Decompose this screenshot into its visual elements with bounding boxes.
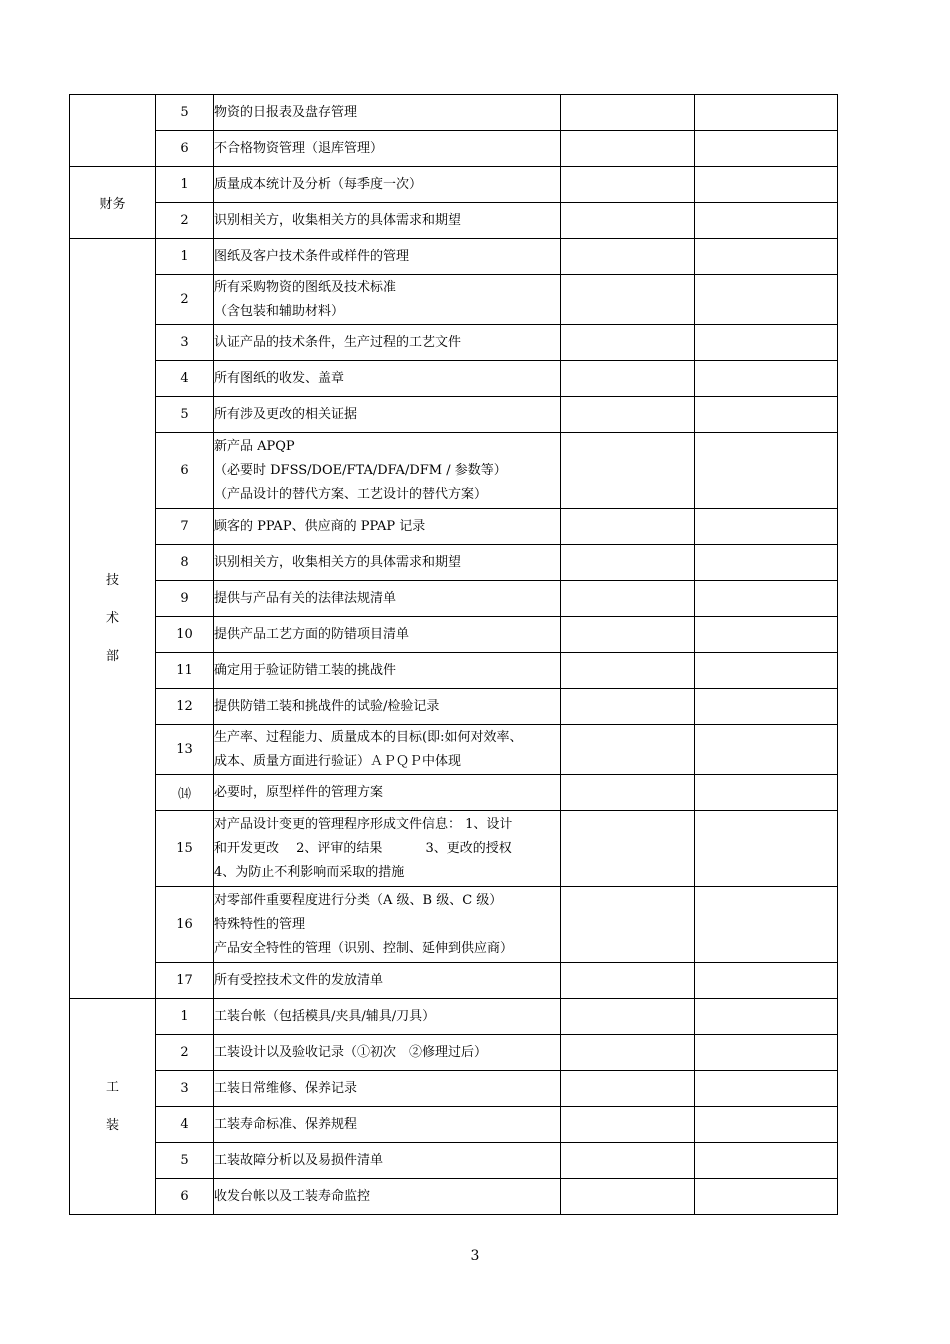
blank-cell-a (561, 361, 695, 397)
item-description (214, 325, 561, 361)
department-label: 部 (105, 648, 119, 664)
item-text-line: 收发台帐以及工装寿命监控 (214, 1188, 371, 1204)
table-row (70, 963, 838, 999)
blank-cell-b (695, 1035, 838, 1071)
item-text-line: 识别相关方，收集相关方的具体需求和期望 (214, 212, 462, 228)
blank-cell-b (695, 1143, 838, 1179)
blank-cell-b (695, 509, 838, 545)
item-text-line: 4、为防止不利影响而采取的措施 (214, 864, 405, 880)
item-text-line: 新产品 APQP (214, 438, 295, 454)
item-description (214, 999, 561, 1035)
table-row (70, 203, 838, 239)
item-number: 16 (156, 887, 214, 963)
item-description (214, 1071, 561, 1107)
blank-cell-b (695, 275, 838, 325)
department-label: 装 (105, 1117, 119, 1133)
item-number: 1 (156, 239, 214, 275)
item-number: ⒁ (156, 775, 214, 811)
table-row (70, 509, 838, 545)
table-row (70, 275, 838, 325)
blank-cell-a (561, 689, 695, 725)
item-description (214, 433, 561, 509)
blank-cell-b (695, 999, 838, 1035)
table-row (70, 887, 838, 963)
item-description (214, 1035, 561, 1071)
blank-cell-b (695, 689, 838, 725)
table-row (70, 617, 838, 653)
blank-cell-a (561, 1035, 695, 1071)
item-text-line: 所有涉及更改的相关证据 (214, 406, 358, 422)
item-number: 6 (156, 433, 214, 509)
item-text-line: 工装日常维修、保养记录 (214, 1080, 358, 1096)
item-description (214, 775, 561, 811)
item-number: 2 (156, 203, 214, 239)
blank-cell-b (695, 775, 838, 811)
table-row (70, 775, 838, 811)
blank-cell-a (561, 999, 695, 1035)
item-text-line: 特殊特性的管理 (214, 916, 306, 932)
table-row (70, 581, 838, 617)
table-row (70, 433, 838, 509)
item-number: 11 (156, 653, 214, 689)
blank-cell-b (695, 325, 838, 361)
blank-cell-a (561, 203, 695, 239)
item-text-line: 不合格物资管理（退库管理） (214, 140, 384, 156)
item-text-line: 提供产品工艺方面的防错项目清单 (214, 626, 410, 642)
item-number: 12 (156, 689, 214, 725)
item-number: 1 (156, 167, 214, 203)
checklist-table (69, 94, 838, 1215)
blank-cell-a (561, 1143, 695, 1179)
item-text-line: 认证产品的技术条件，生产过程的工艺文件 (214, 334, 462, 350)
blank-cell-b (695, 653, 838, 689)
item-description (214, 811, 561, 887)
blank-cell-b (695, 203, 838, 239)
item-number: 3 (156, 1071, 214, 1107)
blank-cell-a (561, 397, 695, 433)
item-description (214, 617, 561, 653)
item-text-line: 工装台帐（包括模具/夹具/辅具/刀具） (214, 1008, 436, 1024)
blank-cell-a (561, 617, 695, 653)
department-label: 财务 (99, 197, 126, 212)
blank-cell-a (561, 811, 695, 887)
item-text-line: 识别相关方，收集相关方的具体需求和期望 (214, 554, 462, 570)
blank-cell-b (695, 167, 838, 203)
item-text-line: 物资的日报表及盘存管理 (214, 104, 358, 120)
table-row (70, 1179, 838, 1215)
item-number: 6 (156, 131, 214, 167)
blank-cell-a (561, 131, 695, 167)
blank-cell-a (561, 275, 695, 325)
blank-cell-a (561, 95, 695, 131)
item-text-line: （产品设计的替代方案、工艺设计的替代方案） (214, 486, 488, 502)
table-row (70, 397, 838, 433)
item-description (214, 725, 561, 775)
table-row (70, 999, 838, 1035)
item-description (214, 361, 561, 397)
item-description (214, 203, 561, 239)
item-description (214, 887, 561, 963)
blank-cell-a (561, 887, 695, 963)
item-description (214, 509, 561, 545)
blank-cell-a (561, 1071, 695, 1107)
blank-cell-b (695, 581, 838, 617)
table-row (70, 545, 838, 581)
table-row (70, 725, 838, 775)
item-number: 2 (156, 275, 214, 325)
item-number: 1 (156, 999, 214, 1035)
blank-cell-a (561, 433, 695, 509)
item-description (214, 689, 561, 725)
table-body (70, 95, 838, 1215)
item-number: 9 (156, 581, 214, 617)
blank-cell-b (695, 887, 838, 963)
item-number: 17 (156, 963, 214, 999)
blank-cell-b (695, 1107, 838, 1143)
item-description (214, 963, 561, 999)
blank-cell-b (695, 811, 838, 887)
item-number: 4 (156, 1107, 214, 1143)
department-cell (70, 999, 156, 1215)
item-text-line: 确定用于验证防错工装的挑战件 (214, 662, 397, 678)
item-description (214, 581, 561, 617)
item-text-line: 必要时，原型样件的管理方案 (214, 784, 384, 800)
item-number: 5 (156, 95, 214, 131)
department-label: 工 (105, 1079, 119, 1095)
department-cell (70, 95, 156, 167)
item-description (214, 131, 561, 167)
table-row (70, 689, 838, 725)
blank-cell-a (561, 581, 695, 617)
item-number: 15 (156, 811, 214, 887)
blank-cell-b (695, 1071, 838, 1107)
item-description (214, 545, 561, 581)
blank-cell-a (561, 1107, 695, 1143)
table-row (70, 1071, 838, 1107)
item-text-line: （含包装和辅助材料） (214, 303, 345, 319)
item-number: 8 (156, 545, 214, 581)
item-text-line: 成本、质量方面进行验证）ＡＰＱＰ中体现 (214, 753, 462, 769)
blank-cell-a (561, 725, 695, 775)
table-row (70, 811, 838, 887)
table-row (70, 1143, 838, 1179)
item-text-line: 提供防错工装和挑战件的试验/检验记录 (214, 698, 440, 714)
blank-cell-b (695, 545, 838, 581)
blank-cell-a (561, 775, 695, 811)
item-description (214, 653, 561, 689)
blank-cell-a (561, 325, 695, 361)
blank-cell-b (695, 725, 838, 775)
blank-cell-b (695, 1179, 838, 1215)
item-text-line: 对零部件重要程度进行分类（A 级、B 级、C 级） (214, 892, 503, 908)
item-number: 2 (156, 1035, 214, 1071)
blank-cell-a (561, 653, 695, 689)
item-text-line: 工装寿命标准、保养规程 (214, 1116, 358, 1132)
blank-cell-b (695, 361, 838, 397)
department-label: 术 (105, 610, 119, 626)
item-text-line: 提供与产品有关的法律法规清单 (214, 590, 397, 606)
item-description (214, 1179, 561, 1215)
item-text-line: （必要时 DFSS/DOE/FTA/DFA/DFM / 参数等） (214, 462, 507, 478)
department-label: 技 (105, 572, 119, 588)
item-number: 13 (156, 725, 214, 775)
item-text-line: 图纸及客户技术条件或样件的管理 (214, 248, 410, 264)
blank-cell-a (561, 509, 695, 545)
item-description (214, 95, 561, 131)
department-cell (70, 167, 156, 239)
table-row (70, 167, 838, 203)
blank-cell-b (695, 131, 838, 167)
blank-cell-a (561, 1179, 695, 1215)
item-number: 4 (156, 361, 214, 397)
blank-cell-b (695, 95, 838, 131)
item-description (214, 239, 561, 275)
table-row (70, 131, 838, 167)
item-text-line: 产品安全特性的管理（识别、控制、延伸到供应商） (214, 940, 514, 956)
blank-cell-a (561, 963, 695, 999)
table-row (70, 653, 838, 689)
item-text-line: 生产率、过程能力、质量成本的目标(即:如何对效率、 (214, 729, 523, 745)
table-row (70, 361, 838, 397)
item-description (214, 397, 561, 433)
item-description (214, 167, 561, 203)
table-row (70, 239, 838, 275)
blank-cell-b (695, 239, 838, 275)
item-text-line: 质量成本统计及分析（每季度一次） (214, 176, 423, 192)
item-number: 5 (156, 1143, 214, 1179)
blank-cell-b (695, 397, 838, 433)
item-description (214, 1107, 561, 1143)
table-row (70, 1035, 838, 1071)
blank-cell-a (561, 239, 695, 275)
table-row (70, 95, 838, 131)
page-number: 3 (470, 1248, 480, 1264)
item-number: 7 (156, 509, 214, 545)
item-text-line: 所有采购物资的图纸及技术标准 (214, 279, 397, 295)
item-text-line: 工装故障分析以及易损件清单 (214, 1152, 384, 1168)
item-description (214, 275, 561, 325)
blank-cell-a (561, 167, 695, 203)
item-text-line: 对产品设计变更的管理程序形成文件信息： 1、设计 (214, 816, 513, 832)
item-number: 5 (156, 397, 214, 433)
item-number: 10 (156, 617, 214, 653)
item-text-line: 和开发更改 2、评审的结果 3、更改的授权 (214, 840, 512, 856)
item-text-line: 顾客的 PPAP、供应商的 PPAP 记录 (214, 518, 426, 534)
blank-cell-b (695, 963, 838, 999)
item-text-line: 所有受控技术文件的发放清单 (214, 972, 384, 988)
table-row (70, 325, 838, 361)
item-number: 6 (156, 1179, 214, 1215)
item-text-line: 工装设计以及验收记录（①初次 ②修理过后） (214, 1044, 488, 1060)
item-text-line: 所有图纸的收发、盖章 (214, 370, 345, 386)
blank-cell-a (561, 545, 695, 581)
item-description (214, 1143, 561, 1179)
blank-cell-b (695, 433, 838, 509)
department-cell (70, 239, 156, 999)
table-row (70, 1107, 838, 1143)
blank-cell-b (695, 617, 838, 653)
item-number: 3 (156, 325, 214, 361)
